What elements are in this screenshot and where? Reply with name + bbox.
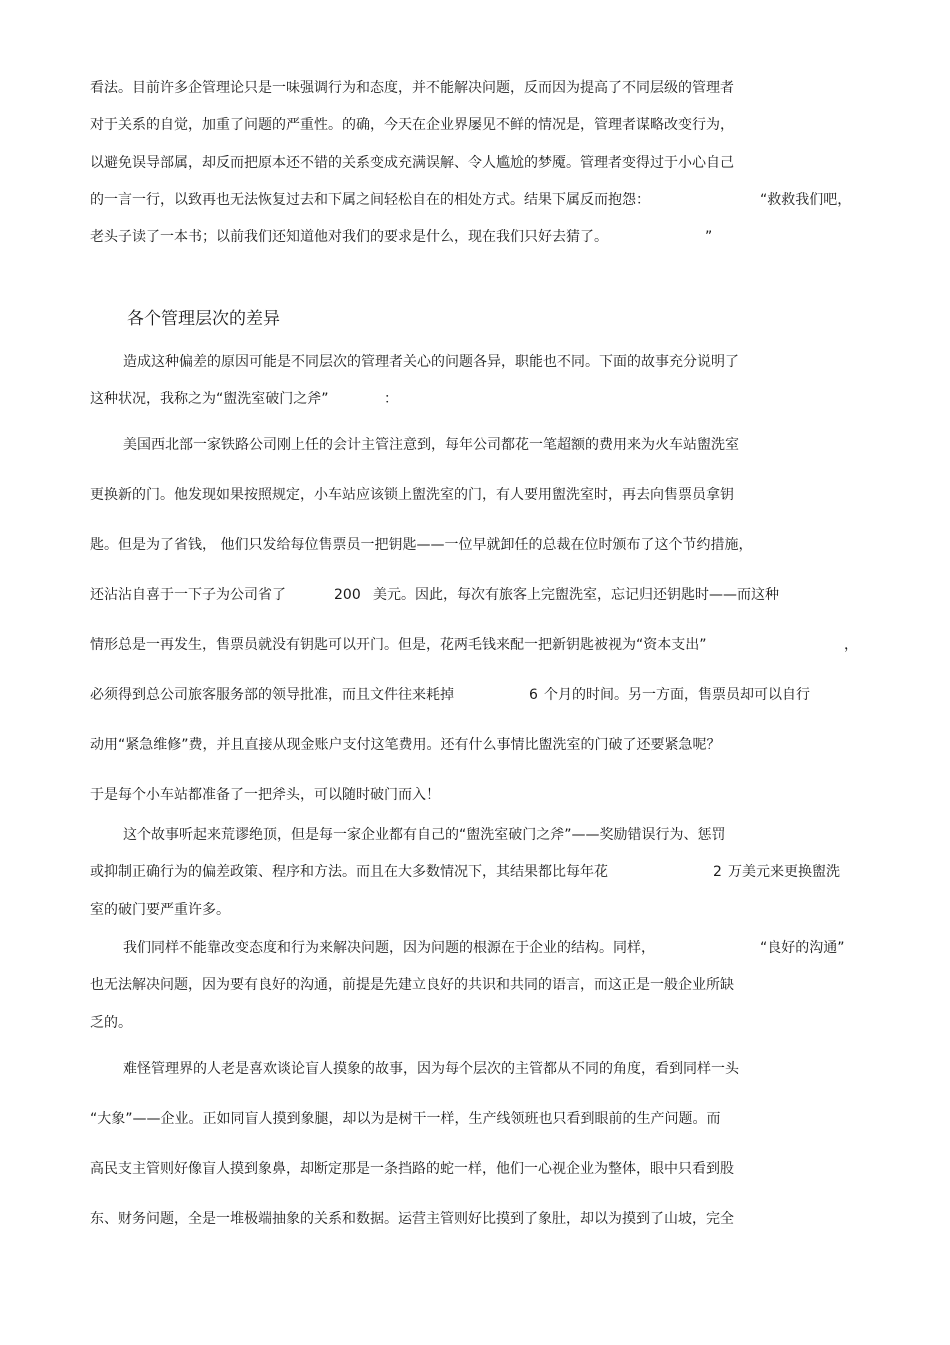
paragraph-line <box>0 973 950 997</box>
text-segment: 美国西北部一家铁路公司刚上任的会计主管注意到，每年公司都花一笔超额的费用来为火车站盥洗室 <box>123 437 739 453</box>
paragraph-line <box>0 783 950 807</box>
text-segment: ： <box>384 391 398 407</box>
text-segment: 更换新的门。他发现如果按照规定，小车站应该锁上盥洗室的门，有人要用盥洗室时，再去向售票员拿钥 <box>90 487 734 503</box>
text-segment: “良好的沟通” <box>760 940 845 956</box>
section-heading-text: 各个管理层次的差异 <box>127 309 280 329</box>
text-segment: 动用“紧急维修”费，并且直接从现金账户支付这笔费用。还有什么事情比盥洗室的门破了还要紧急呢？ <box>90 737 721 753</box>
text-segment: 也无法解决问题，因为要有良好的沟通，前提是先建立良好的共识和共同的语言，而这正是一般企业所缺 <box>90 977 734 993</box>
text-segment: 的一言一行，以致再也无法恢复过去和下属之间轻松自在的相处方式。结果下属反而抱怨： <box>90 192 650 208</box>
paragraph-line <box>0 1057 950 1081</box>
paragraph-line <box>0 823 950 847</box>
text-segment: 6 <box>529 687 538 703</box>
text-segment: 情形总是一再发生，售票员就没有钥匙可以开门。但是，花两毛钱来配一把新钥匙被视为“资本支出” <box>90 637 707 653</box>
text-segment: 造成这种偏差的原因可能是不同层次的管理者关心的问题各异，职能也不同。下面的故事充分说明了 <box>123 354 739 370</box>
text-segment: 这个故事听起来荒谬绝顶，但是每一家企业都有自己的“盥洗室破门之斧”——奖励错误行为、惩罚 <box>123 827 726 843</box>
paragraph-line <box>0 1157 950 1181</box>
text-segment: 我们同样不能靠改变态度和行为来解决问题，因为问题的根源在于企业的结构。同样， <box>123 940 655 956</box>
paragraph-line <box>0 76 950 100</box>
text-segment: 必须得到总公司旅客服务部的领导批准，而且文件往来耗掉 <box>90 687 454 703</box>
text-segment: 室的破门要严重许多。 <box>90 902 230 918</box>
paragraph-line <box>0 1011 950 1035</box>
paragraph-line <box>0 433 950 457</box>
paragraph-line <box>0 898 950 922</box>
text-segment: 老头子读了一本书；以前我们还知道他对我们的要求是什么，现在我们只好去猜了。 <box>90 229 608 245</box>
text-segment: 对于关系的自觉，加重了问题的严重性。的确，今天在企业界屡见不鲜的情况是，管理者谋略改变行为， <box>90 117 734 133</box>
text-segment: 以避免误导部属，却反而把原本还不错的关系变成充满误解、令人尴尬的梦魇。管理者变得过于小心自己 <box>90 155 734 171</box>
text-segment: 万美元来更换盥洗 <box>728 864 840 880</box>
text-segment: 乏的。 <box>90 1015 132 1031</box>
text-segment: 东、财务问题，全是一堆极端抽象的关系和数据。运营主管则好比摸到了象肚，却以为摸到了山坡，完全 <box>90 1211 734 1227</box>
text-segment: 2 <box>713 864 722 880</box>
paragraph-line <box>0 633 950 657</box>
text-segment: “救救我们吧， <box>760 192 852 208</box>
paragraph-line <box>0 350 950 374</box>
text-segment: 看法。目前许多企管理论只是一味强调行为和态度，并不能解决问题，反而因为提高了不同层级的管理者 <box>90 80 734 96</box>
text-segment: ， <box>844 637 858 653</box>
text-segment: ” <box>705 229 713 245</box>
paragraph-line <box>0 1107 950 1131</box>
text-segment: 美元。因此，每次有旅客上完盥洗室，忘记归还钥匙时——而这种 <box>373 587 779 603</box>
paragraph-line <box>0 733 950 757</box>
text-segment: 匙。但是为了省钱， 他们只发给每位售票员一把钥匙——一位早就卸任的总裁在位时颁布了这个节约措施， <box>90 537 753 553</box>
text-segment: 或抑制正确行为的偏差政策、程序和方法。而且在大多数情况下，其结果都比每年花 <box>90 864 608 880</box>
text-segment: 高民支主管则好像盲人摸到象鼻，却断定那是一条挡路的蛇一样，他们一心视企业为整体，眼中只看到股 <box>90 1161 734 1177</box>
paragraph-line <box>0 936 950 960</box>
paragraph-line <box>0 583 950 607</box>
paragraph-line <box>0 683 950 707</box>
paragraph-line <box>0 151 950 175</box>
paragraph-line <box>0 225 950 249</box>
paragraph-line <box>0 483 950 507</box>
text-segment: 200 <box>334 587 361 603</box>
text-segment: 难怪管理界的人老是喜欢谈论盲人摸象的故事，因为每个层次的主管都从不同的角度，看到同样一头 <box>123 1061 739 1077</box>
paragraph-line <box>0 387 950 411</box>
paragraph-line <box>0 188 950 212</box>
paragraph-line <box>0 533 950 557</box>
paragraph-line <box>0 113 950 137</box>
text-segment: 于是每个小车站都准备了一把斧头，可以随时破门而入！ <box>90 787 440 803</box>
text-segment: 这种状况，我称之为“盥洗室破门之斧” <box>90 391 329 407</box>
text-segment: “大象”——企业。正如同盲人摸到象腿，却以为是树干一样，生产线领班也只看到眼前的生产问题。而 <box>90 1111 721 1127</box>
paragraph-line <box>0 1207 950 1231</box>
text-segment: 还沾沾自喜于一下子为公司省了 <box>90 587 286 603</box>
paragraph-line <box>0 860 950 884</box>
text-segment: 个月的时间。另一方面，售票员却可以自行 <box>544 687 810 703</box>
section-heading <box>0 306 950 332</box>
